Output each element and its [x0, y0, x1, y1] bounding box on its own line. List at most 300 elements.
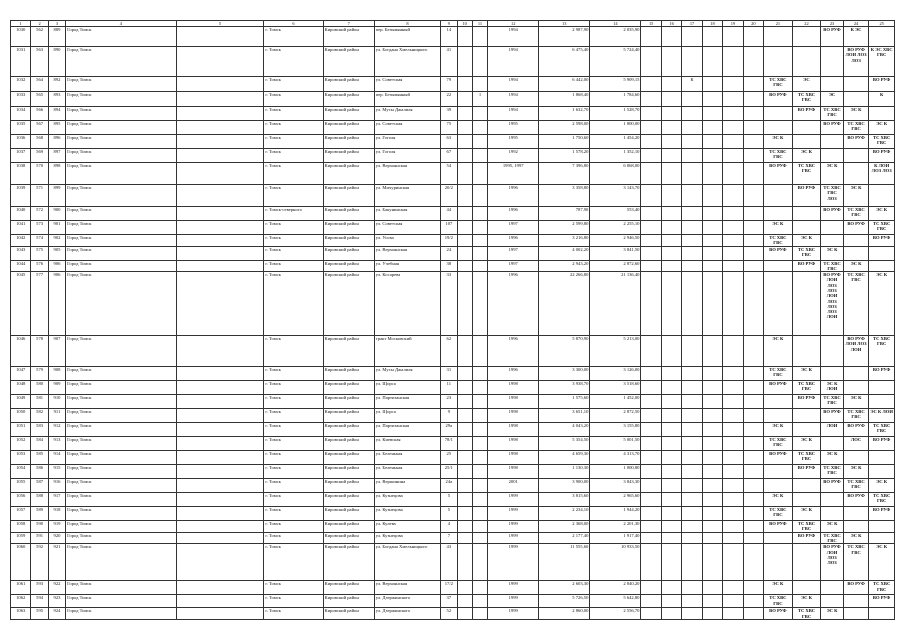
cell-col-13: 11 555,60 [539, 544, 590, 581]
cell-col-17 [682, 423, 702, 437]
cell-col-2: 572 [31, 207, 48, 221]
cell-col-16 [661, 260, 681, 272]
cell-col-14: 1 800,00 [590, 121, 641, 135]
cell-col-5 [176, 135, 264, 149]
cell-col-25 [869, 27, 895, 47]
cell-col-8: ул. Советская [374, 121, 440, 135]
cell-col-10 [457, 207, 472, 221]
cell-col-3: 924 [48, 608, 65, 620]
cell-col-11 [472, 47, 487, 77]
cell-col-5 [176, 163, 264, 185]
cell-col-21: ВО РУФ [764, 246, 793, 260]
cell-col-7: Кировский район [323, 185, 374, 207]
cell-col-3: 916 [48, 479, 65, 493]
cell-col-12: 1998 [488, 395, 539, 409]
cell-col-13: 3 216,80 [539, 235, 590, 247]
cell-col-19 [723, 465, 743, 479]
cell-col-23: ЭС К [821, 451, 843, 465]
cell-col-22: ТС ХВС ГВС [792, 92, 821, 107]
cell-col-24: ЛОС [843, 437, 869, 451]
cell-col-6: г. Томск [264, 367, 323, 381]
table-row [11, 235, 895, 247]
cell-col-8: ул. Богдана Хмельницкого [374, 47, 440, 77]
cell-col-25 [869, 185, 895, 207]
cell-col-21: ТС ХВС ГВС [764, 507, 793, 521]
cell-col-20 [743, 395, 763, 409]
cell-col-10 [457, 521, 472, 533]
cell-col-1: 1032 [11, 77, 31, 92]
cell-col-3: 905 [48, 246, 65, 260]
cell-col-10 [457, 544, 472, 581]
cell-col-1: 1041 [11, 221, 31, 235]
cell-col-14: 1 454,20 [590, 135, 641, 149]
cell-col-6: г. Томск [264, 381, 323, 395]
cell-col-16 [661, 507, 681, 521]
cell-col-5 [176, 465, 264, 479]
cell-col-22 [792, 493, 821, 507]
cell-col-10 [457, 92, 472, 107]
cell-col-21: ТС ХВС ГВС [764, 595, 793, 608]
table-row [11, 507, 895, 521]
cell-col-11 [472, 465, 487, 479]
cell-col-8: ул. Кузнецова [374, 493, 440, 507]
cell-col-20 [743, 381, 763, 395]
cell-col-21: ТС ХВС ГВС [764, 437, 793, 451]
cell-col-25: ТС ХВС ГВС [869, 135, 895, 149]
cell-col-14: 3 143,70 [590, 185, 641, 207]
cell-col-9: 31 [441, 367, 457, 381]
cell-col-24: ТС ХВС ГВС [843, 544, 869, 581]
cell-col-8: ул. Гоголя [374, 135, 440, 149]
cell-col-19 [723, 92, 743, 107]
cell-col-16 [661, 221, 681, 235]
cell-col-10 [457, 479, 472, 493]
cell-col-20 [743, 77, 763, 92]
cell-col-23: ВО РУФ ЛОИ ЛОЗ ЛОЗ [821, 544, 843, 581]
cell-col-25: ВО РУФ [869, 507, 895, 521]
cell-col-10 [457, 235, 472, 247]
cell-col-15 [641, 77, 661, 92]
cell-col-4: Город Томск [66, 595, 176, 608]
cell-col-1: 1047 [11, 367, 31, 381]
cell-col-13: 6 442,00 [539, 77, 590, 92]
cell-col-24: ВО РУФ ЛОИ ЛОЗ ЛОИ [843, 336, 869, 367]
cell-col-8: ул. Косарева [374, 272, 440, 336]
cell-col-20 [743, 409, 763, 423]
cell-col-21 [764, 260, 793, 272]
cell-col-5 [176, 595, 264, 608]
cell-col-2: 583 [31, 423, 48, 437]
cell-col-24 [843, 246, 869, 260]
cell-col-17 [682, 532, 702, 544]
cell-col-7: Кировский район [323, 221, 374, 235]
cell-col-5 [176, 581, 264, 595]
cell-col-24: ЭС К [843, 395, 869, 409]
cell-col-20 [743, 532, 763, 544]
table-row [11, 27, 895, 47]
cell-col-16 [661, 532, 681, 544]
cell-col-25: ВО РУФ [869, 77, 895, 92]
cell-col-17 [682, 595, 702, 608]
column-number-24: 24 [843, 21, 869, 27]
cell-col-17 [682, 260, 702, 272]
cell-col-6: г. Томск [264, 246, 323, 260]
cell-col-20 [743, 149, 763, 163]
cell-col-17 [682, 107, 702, 121]
cell-col-21: ЭС К [764, 135, 793, 149]
cell-col-20 [743, 92, 763, 107]
cell-col-14: 1 784,60 [590, 92, 641, 107]
cell-col-16 [661, 246, 681, 260]
cell-col-6: г. Томск [264, 121, 323, 135]
cell-col-22: ВО РУФ [792, 107, 821, 121]
column-number-14: 14 [590, 21, 641, 27]
cell-col-15 [641, 185, 661, 207]
cell-col-13: 2 987,90 [539, 27, 590, 47]
cell-col-21 [764, 409, 793, 423]
cell-col-5 [176, 507, 264, 521]
cell-col-1: 1052 [11, 437, 31, 451]
cell-col-25: ТС ХВС ГВС [869, 581, 895, 595]
cell-col-22 [792, 409, 821, 423]
cell-col-13: 3 900,00 [539, 479, 590, 493]
cell-col-5 [176, 451, 264, 465]
cell-col-6: г. Томск [264, 409, 323, 423]
cell-col-6: г. Томск [264, 272, 323, 336]
cell-col-19 [723, 77, 743, 92]
cell-col-23 [821, 149, 843, 163]
cell-col-3: 906 [48, 272, 65, 336]
cell-col-12: 1996 [488, 185, 539, 207]
cell-col-1: 1042 [11, 235, 31, 247]
cell-col-13: 2 234,10 [539, 507, 590, 521]
cell-col-25: ВО РУФ [869, 437, 895, 451]
cell-col-19 [723, 235, 743, 247]
cell-col-21: ЭС К [764, 221, 793, 235]
cell-col-12: 1994 [488, 92, 539, 107]
cell-col-15 [641, 544, 661, 581]
table-row [11, 185, 895, 207]
cell-col-21: ЭС К [764, 581, 793, 595]
cell-col-22: ЭС К [792, 235, 821, 247]
cell-col-11 [472, 532, 487, 544]
cell-col-9: 5 [441, 493, 457, 507]
cell-col-8: ул. Вершинина [374, 479, 440, 493]
cell-col-13: 5 354,50 [539, 437, 590, 451]
cell-col-24: ТС ХВС ГВС [843, 272, 869, 336]
cell-col-23 [821, 336, 843, 367]
cell-col-18 [702, 581, 722, 595]
cell-col-24 [843, 381, 869, 395]
cell-col-23: ТС ХВС ГВС [821, 260, 843, 272]
cell-col-22 [792, 207, 821, 221]
cell-col-19 [723, 544, 743, 581]
cell-col-17 [682, 381, 702, 395]
cell-col-20 [743, 221, 763, 235]
cell-col-15 [641, 521, 661, 533]
cell-col-4: Город Томск [66, 544, 176, 581]
cell-col-3: 920 [48, 532, 65, 544]
cell-col-19 [723, 381, 743, 395]
cell-col-14: 1 000,80 [590, 465, 641, 479]
cell-col-5 [176, 423, 264, 437]
cell-col-2: 576 [31, 260, 48, 272]
cell-col-1: 1050 [11, 409, 31, 423]
cell-col-12: 1998 [488, 409, 539, 423]
cell-col-4: Город Томск [66, 437, 176, 451]
cell-col-12: 1999 [488, 581, 539, 595]
cell-col-21 [764, 532, 793, 544]
cell-col-4: Город Томск [66, 121, 176, 135]
cell-col-6: г. Томск [264, 521, 323, 533]
cell-col-16 [661, 608, 681, 620]
cell-col-3: 917 [48, 493, 65, 507]
table-row [11, 121, 895, 135]
cell-col-25 [869, 521, 895, 533]
cell-col-17 [682, 608, 702, 620]
cell-col-9: 19/2 [441, 235, 457, 247]
cell-col-13: 5 870,90 [539, 336, 590, 367]
cell-col-7: Кировский район [323, 409, 374, 423]
column-number-13: 13 [539, 21, 590, 27]
cell-col-11 [472, 608, 487, 620]
cell-col-20 [743, 121, 763, 135]
cell-col-17 [682, 272, 702, 336]
cell-col-22: ВО РУФ [792, 260, 821, 272]
table-row [11, 581, 895, 595]
cell-col-11 [472, 246, 487, 260]
cell-col-11 [472, 595, 487, 608]
cell-col-19 [723, 272, 743, 336]
cell-col-2: 569 [31, 149, 48, 163]
cell-col-23: ЭС К [821, 246, 843, 260]
cell-col-15 [641, 260, 661, 272]
cell-col-14: 1 528,70 [590, 107, 641, 121]
cell-col-6: г. Томск-северного [264, 207, 323, 221]
cell-col-8: ул. Советская [374, 77, 440, 92]
cell-col-24: ЭС К [843, 260, 869, 272]
column-number-6: 6 [264, 21, 323, 27]
cell-col-2: 579 [31, 367, 48, 381]
cell-col-4: Город Томск [66, 409, 176, 423]
cell-col-3: 910 [48, 395, 65, 409]
cell-col-12: 1998 [488, 437, 539, 451]
cell-col-10 [457, 135, 472, 149]
cell-col-21: ВО РУФ [764, 92, 793, 107]
cell-col-22 [792, 336, 821, 367]
cell-col-6: г. Томск [264, 507, 323, 521]
cell-col-13: 3 938,70 [539, 381, 590, 395]
cell-col-16 [661, 77, 681, 92]
cell-col-25 [869, 451, 895, 465]
cell-col-1: 1061 [11, 581, 31, 595]
cell-col-10 [457, 27, 472, 47]
cell-col-11 [472, 221, 487, 235]
cell-col-2: 592 [31, 544, 48, 581]
table-row [11, 221, 895, 235]
cell-col-11 [472, 207, 487, 221]
cell-col-15 [641, 423, 661, 437]
cell-col-7: Кировский район [323, 121, 374, 135]
cell-col-2: 589 [31, 507, 48, 521]
cell-col-12: 1996 [488, 336, 539, 367]
cell-col-14: 3 841,50 [590, 246, 641, 260]
cell-col-25: К [869, 92, 895, 107]
cell-col-25 [869, 246, 895, 260]
cell-col-17 [682, 163, 702, 185]
cell-col-15 [641, 163, 661, 185]
cell-col-9: 9 [441, 409, 457, 423]
cell-col-17 [682, 395, 702, 409]
cell-col-4: Город Томск [66, 493, 176, 507]
cell-col-5 [176, 47, 264, 77]
cell-col-16 [661, 107, 681, 121]
cell-col-9: 38 [441, 260, 457, 272]
cell-col-9: 24 [441, 246, 457, 260]
cell-col-11 [472, 235, 487, 247]
cell-col-1: 1037 [11, 149, 31, 163]
cell-col-20 [743, 235, 763, 247]
cell-col-4: Город Томск [66, 135, 176, 149]
cell-col-7: Кировский район [323, 451, 374, 465]
cell-col-10 [457, 336, 472, 367]
cell-col-21 [764, 121, 793, 135]
cell-col-18 [702, 493, 722, 507]
cell-col-21 [764, 544, 793, 581]
cell-col-14: 2 035,90 [590, 27, 641, 47]
cell-col-16 [661, 521, 681, 533]
cell-col-9: 23 [441, 395, 457, 409]
cell-col-2: 562 [31, 27, 48, 47]
cell-col-18 [702, 423, 722, 437]
cell-col-13: 2 177,40 [539, 532, 590, 544]
cell-col-22 [792, 544, 821, 581]
cell-col-6: г. Томск [264, 77, 323, 92]
cell-col-15 [641, 493, 661, 507]
column-number-9: 9 [441, 21, 457, 27]
cell-col-19 [723, 409, 743, 423]
cell-col-1: 1063 [11, 608, 31, 620]
cell-col-1: 1049 [11, 395, 31, 409]
cell-col-5 [176, 92, 264, 107]
cell-col-6: г. Томск [264, 163, 323, 185]
cell-col-18 [702, 336, 722, 367]
table-row [11, 395, 895, 409]
cell-col-9: 14 [441, 27, 457, 47]
cell-col-14: 1 452,00 [590, 395, 641, 409]
cell-col-19 [723, 107, 743, 121]
cell-col-3: 909 [48, 381, 65, 395]
cell-col-3: 893 [48, 92, 65, 107]
cell-col-5 [176, 521, 264, 533]
cell-col-14: 5 001,50 [590, 437, 641, 451]
cell-col-15 [641, 221, 661, 235]
cell-col-12: 1999 [488, 521, 539, 533]
cell-col-16 [661, 235, 681, 247]
cell-col-16 [661, 581, 681, 595]
cell-col-9: 54 [441, 163, 457, 185]
cell-col-17 [682, 92, 702, 107]
cell-col-13: 2 943,20 [539, 260, 590, 272]
cell-col-3: 894 [48, 107, 65, 121]
cell-col-22: ВО РУФ [792, 395, 821, 409]
cell-col-6: г. Томск [264, 581, 323, 595]
cell-col-1: 1045 [11, 272, 31, 336]
cell-col-16 [661, 465, 681, 479]
cell-col-19 [723, 260, 743, 272]
cell-col-2: 574 [31, 235, 48, 247]
cell-col-6: г. Томск [264, 465, 323, 479]
cell-col-15 [641, 451, 661, 465]
cell-col-18 [702, 27, 722, 47]
cell-col-15 [641, 135, 661, 149]
table-row [11, 92, 895, 107]
cell-col-13: 3 815,60 [539, 493, 590, 507]
cell-col-12: 1998 [488, 423, 539, 437]
cell-col-2: 588 [31, 493, 48, 507]
cell-col-8: ул. Мичуринская [374, 185, 440, 207]
cell-col-2: 570 [31, 163, 48, 185]
cell-col-9: 78/1 [441, 437, 457, 451]
cell-col-24 [843, 507, 869, 521]
cell-col-1: 1040 [11, 207, 31, 221]
cell-col-6: г. Томск [264, 260, 323, 272]
cell-col-18 [702, 272, 722, 336]
cell-col-12: 1996 [488, 272, 539, 336]
cell-col-5 [176, 260, 264, 272]
cell-col-8: ул. Беленькая [374, 451, 440, 465]
cell-col-19 [723, 423, 743, 437]
cell-col-12: 1997 [488, 260, 539, 272]
cell-col-21: ВО РУФ [764, 521, 793, 533]
cell-col-18 [702, 381, 722, 395]
cell-col-1: 1034 [11, 107, 31, 121]
cell-col-11 [472, 367, 487, 381]
cell-col-23: ВО РУФ ЛОИ ЛОЗ ЛОЗ ЛОИ ЛОЗ ЛОЗ ЛОЗ ЛОИ [821, 272, 843, 336]
table-row [11, 47, 895, 77]
cell-col-21: ТС ХВС ГВС [764, 149, 793, 163]
cell-col-25 [869, 381, 895, 395]
cell-col-9: 43 [441, 544, 457, 581]
cell-col-3: 922 [48, 581, 65, 595]
cell-col-17 [682, 507, 702, 521]
cell-col-18 [702, 451, 722, 465]
cell-col-25 [869, 608, 895, 620]
column-number-2: 2 [31, 21, 48, 27]
column-number-5: 5 [176, 21, 264, 27]
cell-col-19 [723, 246, 743, 260]
cell-col-13: 6 475,40 [539, 47, 590, 77]
cell-col-11 [472, 77, 487, 92]
cell-col-14: 6 068,00 [590, 163, 641, 185]
cell-col-1: 1046 [11, 336, 31, 367]
cell-col-9: 11 [441, 381, 457, 395]
cell-col-4: Город Томск [66, 221, 176, 235]
cell-col-13: 1 575,60 [539, 395, 590, 409]
cell-col-1: 1048 [11, 381, 31, 395]
cell-col-17 [682, 581, 702, 595]
cell-col-16 [661, 437, 681, 451]
cell-col-7: Кировский район [323, 493, 374, 507]
cell-col-15 [641, 409, 661, 423]
cell-col-24: ТС ХВС ГВС [843, 409, 869, 423]
cell-col-18 [702, 92, 722, 107]
cell-col-2: 577 [31, 272, 48, 336]
cell-col-14: 5 642,80 [590, 595, 641, 608]
cell-col-21: ЭС К [764, 336, 793, 367]
cell-col-11 [472, 395, 487, 409]
cell-col-8: ул. Щорса [374, 409, 440, 423]
